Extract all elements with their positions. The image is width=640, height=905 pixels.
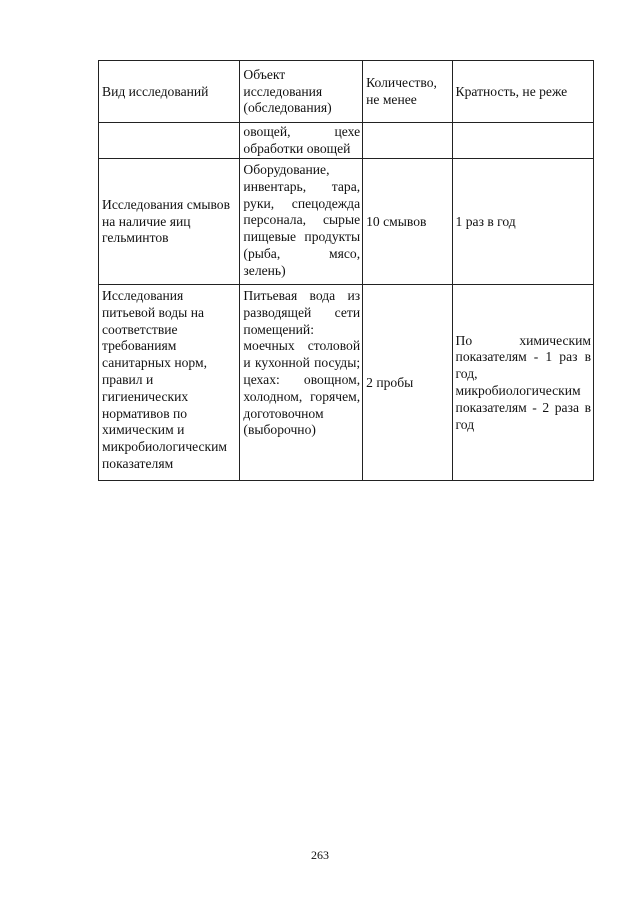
table-row — [99, 159, 594, 285]
table-cell: По химическим показателям - 1 раз в год, микробиологическим показателям - 2 раза в год — [452, 285, 593, 481]
header-research-type: Вид исследований — [99, 61, 240, 123]
table-cell: овощей, цехе обработки овощей — [240, 123, 363, 159]
table-row — [99, 285, 594, 481]
header-frequency: Кратность, не реже — [452, 61, 593, 123]
table-cell: Оборудование, инвентарь, тара, руки, спецодежда персонала, сырые пищевые продукты (рыба, мясо, зелень) — [240, 159, 363, 285]
header-quantity: Количество, не менее — [363, 61, 452, 123]
table-cell — [99, 123, 240, 159]
table-cell: 10 смывов — [363, 159, 452, 285]
table-cell — [452, 123, 593, 159]
table-cell — [363, 123, 452, 159]
table-cell: Питьевая вода из разводящей сети помещений: моечных столовой и кухонной посуды; цехах: овощном, холодном, горячем, доготовочном (выборочно) — [240, 285, 363, 481]
header-research-object: Объект исследования (обследования) — [240, 61, 363, 123]
table-cell: Исследования питьевой воды на соответствие требованиям санитарных норм, правил и гигиенических нормативов по химическим и микробиологическим показателям — [99, 285, 240, 481]
table-cell: Исследования смывов на наличие яиц гельминтов — [99, 159, 240, 285]
table-header-row — [99, 61, 594, 123]
page-number: 263 — [311, 848, 329, 862]
table-row — [99, 123, 594, 159]
table-cell: 2 пробы — [363, 285, 452, 481]
research-table — [98, 60, 594, 481]
table-cell: 1 раз в год — [452, 159, 593, 285]
